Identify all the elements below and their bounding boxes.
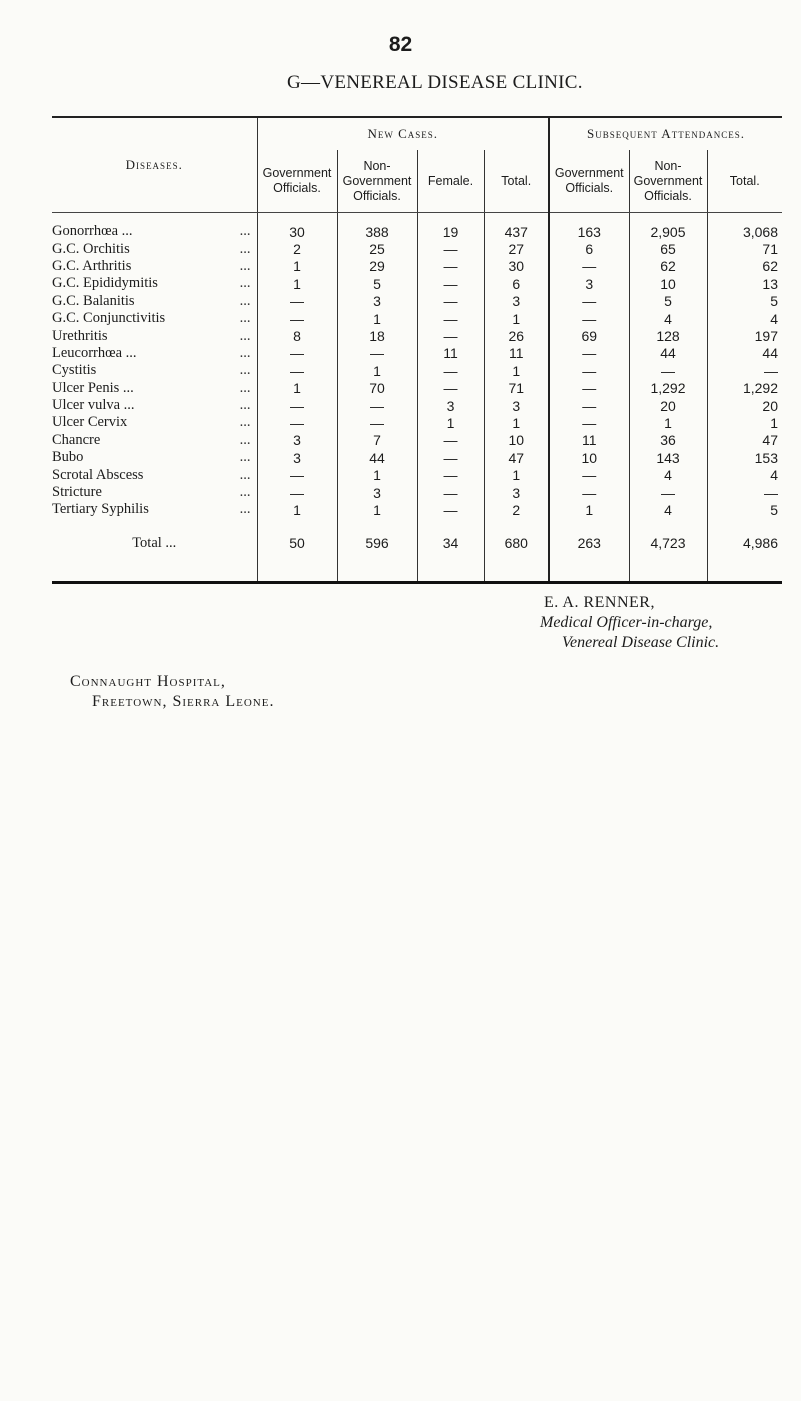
new-govt-cell: 3 — [257, 449, 337, 466]
new-govt-cell: 30 — [257, 213, 337, 241]
new-govt-cell: — — [257, 466, 337, 483]
spacer-cell — [337, 519, 417, 533]
new-female-cell: — — [417, 275, 484, 292]
table-row — [52, 293, 782, 310]
new-nongovt-cell: 1 — [337, 501, 417, 518]
new-nongovt-cell: 3 — [337, 484, 417, 501]
disease-name-cell: Scrotal Abscess ... — [52, 466, 251, 483]
new-total-cell: 71 — [484, 380, 549, 397]
disease-name-cell: Cystitis ... — [52, 362, 251, 379]
sub-nongovt-cell: 44 — [629, 345, 707, 362]
new-total-cell: 47 — [484, 449, 549, 466]
sub-nongovt-cell: 20 — [629, 397, 707, 414]
table-row — [52, 466, 782, 483]
table-row — [52, 397, 782, 414]
signature-block — [540, 593, 719, 653]
disease-name-cell: G.C. Arthritis ... — [52, 257, 251, 274]
new-govt-header: Government Officials. — [257, 150, 337, 213]
disease-name: G.C. Epididymitis — [52, 275, 158, 292]
sub-nongovt-cell: 1,292 — [629, 380, 707, 397]
table-row — [52, 275, 782, 292]
sub-total-cell: 44 — [707, 345, 782, 362]
sub-govt-cell: — — [549, 345, 629, 362]
new-total-cell: 2 — [484, 501, 549, 518]
new-nongovt-cell: 44 — [337, 449, 417, 466]
sub-total-cell: 4,986 — [707, 533, 782, 583]
disease-name: G.C. Conjunctivitis — [52, 310, 166, 327]
disease-name-cell: Tertiary Syphilis ... — [52, 501, 251, 518]
sub-nongovt-cell: 128 — [629, 327, 707, 344]
spacer-row — [52, 519, 782, 533]
sub-nongovt-cell: 4 — [629, 501, 707, 518]
new-govt-cell: 3 — [257, 432, 337, 449]
signatory-clinic: Venereal Disease Clinic. — [562, 634, 720, 651]
new-female-cell: — — [417, 501, 484, 518]
new-female-cell: — — [417, 327, 484, 344]
sub-nongovt-cell: 2,905 — [629, 213, 707, 241]
new-nongovt-cell: 388 — [337, 213, 417, 241]
table-row — [52, 345, 782, 362]
new-govt-cell: — — [257, 310, 337, 327]
sub-nongovt-cell: 1 — [629, 414, 707, 431]
new-nongovt-cell: 25 — [337, 240, 417, 257]
sub-nongovt-cell: 4,723 — [629, 533, 707, 583]
sub-nongovt-cell: 5 — [629, 293, 707, 310]
new-total-cell: 27 — [484, 240, 549, 257]
new-female-cell: — — [417, 380, 484, 397]
sub-total-cell: 47 — [707, 432, 782, 449]
new-govt-cell: 8 — [257, 327, 337, 344]
new-female-cell: 34 — [417, 533, 484, 583]
new-nongovt-cell: 3 — [337, 293, 417, 310]
disease-name: Leucorrhœa ... — [52, 344, 137, 361]
sub-govt-cell: — — [549, 310, 629, 327]
sub-total-header: Total. — [707, 150, 782, 213]
table-row — [52, 362, 782, 379]
new-total-cell: 26 — [484, 327, 549, 344]
new-govt-cell: 1 — [257, 258, 337, 275]
new-total-cell: 3 — [484, 484, 549, 501]
disease-name: Ulcer Penis ... — [52, 379, 134, 396]
new-total-cell: 30 — [484, 258, 549, 275]
disease-name-cell: G.C. Conjunctivitis ... — [52, 310, 251, 327]
new-female-cell: — — [417, 293, 484, 310]
new-govt-cell: 1 — [257, 501, 337, 518]
sub-govt-cell: 69 — [549, 327, 629, 344]
sub-govt-cell: 10 — [549, 449, 629, 466]
table-row — [52, 327, 782, 344]
new-nongovt-header: Non-Government Officials. — [337, 150, 417, 213]
sub-nongovt-header: Non-Government Officials. — [629, 150, 707, 213]
disease-name-cell: Urethritis ... — [52, 327, 251, 344]
new-female-header: Female. — [417, 150, 484, 213]
sub-total-cell: 5 — [707, 501, 782, 518]
sub-total-cell: 71 — [707, 240, 782, 257]
new-total-cell: 1 — [484, 310, 549, 327]
table-row — [52, 310, 782, 327]
subsequent-attendances-header: Subsequent Attendances. — [549, 117, 782, 150]
new-govt-cell: — — [257, 293, 337, 310]
hospital-location: Freetown, Sierra Leone. — [92, 693, 275, 710]
disease-name: Tertiary Syphilis — [52, 501, 149, 518]
new-nongovt-cell: — — [337, 414, 417, 431]
new-nongovt-cell: 1 — [337, 466, 417, 483]
disease-name: Stricture — [52, 484, 102, 501]
disease-name-cell: Ulcer Penis ... ... — [52, 379, 251, 396]
new-female-cell: — — [417, 466, 484, 483]
new-total-cell: 11 — [484, 345, 549, 362]
new-govt-cell: — — [257, 484, 337, 501]
new-nongovt-cell: — — [337, 397, 417, 414]
disease-name: Total ... — [132, 534, 177, 551]
table-row — [52, 213, 782, 241]
sub-govt-cell: — — [549, 258, 629, 275]
table-row — [52, 501, 782, 518]
spacer-cell — [707, 519, 782, 533]
disease-name-cell — [52, 533, 257, 583]
sub-total-cell: 3,068 — [707, 213, 782, 241]
sub-nongovt-cell: 143 — [629, 449, 707, 466]
sub-total-cell: 13 — [707, 275, 782, 292]
sub-govt-cell: 1 — [549, 501, 629, 518]
sub-govt-cell: 6 — [549, 240, 629, 257]
disease-name: Bubo — [52, 449, 84, 466]
sub-nongovt-cell: 10 — [629, 275, 707, 292]
sub-total-cell: 153 — [707, 449, 782, 466]
new-female-cell: — — [417, 258, 484, 275]
venereal-disease-table — [52, 116, 782, 584]
sub-govt-cell: — — [549, 397, 629, 414]
new-total-cell: 6 — [484, 275, 549, 292]
new-nongovt-cell: 18 — [337, 327, 417, 344]
sub-nongovt-cell: 36 — [629, 432, 707, 449]
disease-name: Ulcer Cervix — [52, 414, 128, 431]
table-row — [52, 484, 782, 501]
sub-total-cell: 62 — [707, 258, 782, 275]
sub-nongovt-cell: 4 — [629, 466, 707, 483]
sub-total-cell: — — [707, 362, 782, 379]
new-total-cell: 1 — [484, 466, 549, 483]
sub-nongovt-cell: 65 — [629, 240, 707, 257]
new-female-cell: 1 — [417, 414, 484, 431]
disease-name-cell: Ulcer Cervix ... — [52, 414, 251, 431]
new-total-cell: 3 — [484, 397, 549, 414]
disease-name: Scrotal Abscess — [52, 466, 144, 483]
hospital-address — [70, 672, 274, 712]
disease-name-cell: Stricture ... — [52, 484, 251, 501]
sub-govt-cell: 163 — [549, 213, 629, 241]
disease-name-cell: Ulcer vulva ... ... — [52, 397, 251, 414]
spacer-cell — [417, 519, 484, 533]
table-row — [52, 432, 782, 449]
sub-govt-cell: — — [549, 466, 629, 483]
spacer-cell — [52, 519, 257, 533]
disease-name: Urethritis — [52, 327, 108, 344]
sub-total-cell: 20 — [707, 397, 782, 414]
new-total-cell: 10 — [484, 432, 549, 449]
new-govt-cell: — — [257, 362, 337, 379]
new-nongovt-cell: 5 — [337, 275, 417, 292]
new-total-cell: 1 — [484, 414, 549, 431]
total-row — [52, 533, 782, 583]
disease-name: G.C. Arthritis — [52, 257, 132, 274]
sub-nongovt-cell: 4 — [629, 310, 707, 327]
new-female-cell: — — [417, 432, 484, 449]
disease-name-cell: Leucorrhœa ... ... — [52, 344, 251, 361]
disease-name: Ulcer vulva ... — [52, 397, 135, 414]
new-govt-cell: 1 — [257, 275, 337, 292]
new-cases-header: New Cases. — [257, 117, 549, 150]
disease-name-cell: G.C. Epididymitis ... — [52, 275, 251, 292]
table-row — [52, 240, 782, 257]
sub-total-cell: 197 — [707, 327, 782, 344]
new-govt-cell: — — [257, 414, 337, 431]
new-nongovt-cell: — — [337, 345, 417, 362]
sub-total-cell: 1 — [707, 414, 782, 431]
sub-govt-cell: — — [549, 414, 629, 431]
disease-name: Chancre — [52, 431, 101, 448]
sub-govt-cell: — — [549, 380, 629, 397]
sub-nongovt-cell: 62 — [629, 258, 707, 275]
new-female-cell: 3 — [417, 397, 484, 414]
new-female-cell: — — [417, 240, 484, 257]
diseases-header: Diseases. — [52, 117, 257, 213]
sub-govt-cell: 263 — [549, 533, 629, 583]
table-row — [52, 449, 782, 466]
disease-name-cell: Bubo ... — [52, 449, 251, 466]
new-nongovt-cell: 7 — [337, 432, 417, 449]
sub-govt-cell: 3 — [549, 275, 629, 292]
page-number: 82 — [388, 33, 413, 56]
new-govt-cell: 50 — [257, 533, 337, 583]
hospital-name: Connaught Hospital, — [70, 673, 226, 690]
disease-name-cell: Chancre ... — [52, 431, 251, 448]
sub-nongovt-cell: — — [629, 484, 707, 501]
new-govt-cell: 2 — [257, 240, 337, 257]
spacer-cell — [629, 519, 707, 533]
new-total-cell: 1 — [484, 362, 549, 379]
new-female-cell: — — [417, 310, 484, 327]
new-female-cell: — — [417, 362, 484, 379]
sub-total-cell: 4 — [707, 466, 782, 483]
new-total-cell: 437 — [484, 213, 549, 241]
disease-name: G.C. Orchitis — [52, 240, 130, 257]
sub-total-cell: 1,292 — [707, 380, 782, 397]
sub-govt-cell: — — [549, 293, 629, 310]
spacer-cell — [484, 519, 549, 533]
sub-govt-cell: — — [549, 484, 629, 501]
page-title: G—VENEREAL DISEASE CLINIC. — [287, 72, 583, 93]
signatory-name: E. A. RENNER, — [544, 594, 655, 611]
table-row — [52, 258, 782, 275]
new-female-cell: 11 — [417, 345, 484, 362]
new-nongovt-cell: 596 — [337, 533, 417, 583]
signatory-role: Medical Officer-in-charge, — [540, 614, 713, 631]
new-female-cell: 19 — [417, 213, 484, 241]
disease-name: G.C. Balanitis — [52, 292, 135, 309]
new-nongovt-cell: 70 — [337, 380, 417, 397]
sub-total-cell: 5 — [707, 293, 782, 310]
disease-name-cell: G.C. Balanitis ... — [52, 292, 251, 309]
spacer-cell — [549, 519, 629, 533]
disease-name-cell: G.C. Orchitis ... — [52, 240, 251, 257]
sub-total-cell: 4 — [707, 310, 782, 327]
new-nongovt-cell: 29 — [337, 258, 417, 275]
sub-govt-cell: 11 — [549, 432, 629, 449]
sub-govt-header: Government Officials. — [549, 150, 629, 213]
disease-name-cell: Gonorrhœa ... ... — [52, 223, 251, 240]
disease-name: Cystitis — [52, 362, 97, 379]
sub-nongovt-cell: — — [629, 362, 707, 379]
new-female-cell: — — [417, 484, 484, 501]
new-govt-cell: 1 — [257, 380, 337, 397]
new-total-header: Total. — [484, 150, 549, 213]
new-total-cell: 3 — [484, 293, 549, 310]
table-row — [52, 380, 782, 397]
new-govt-cell: — — [257, 345, 337, 362]
new-nongovt-cell: 1 — [337, 310, 417, 327]
table-row — [52, 414, 782, 431]
sub-total-cell: — — [707, 484, 782, 501]
new-total-cell: 680 — [484, 533, 549, 583]
new-female-cell: — — [417, 449, 484, 466]
new-govt-cell: — — [257, 397, 337, 414]
disease-name: Gonorrhœa ... — [52, 223, 133, 240]
sub-govt-cell: — — [549, 362, 629, 379]
new-nongovt-cell: 1 — [337, 362, 417, 379]
spacer-cell — [257, 519, 337, 533]
